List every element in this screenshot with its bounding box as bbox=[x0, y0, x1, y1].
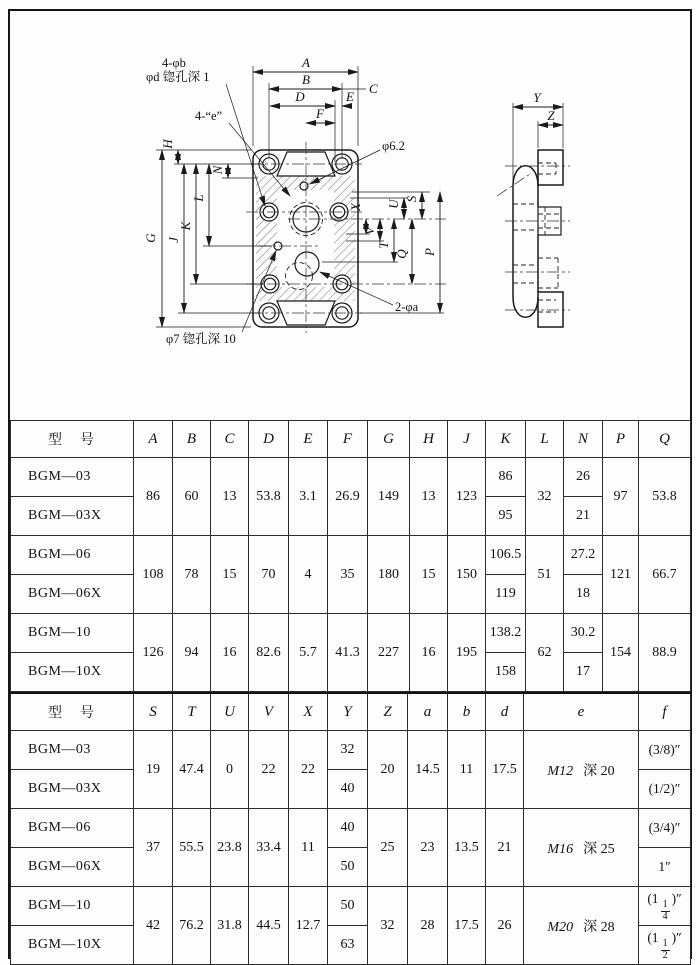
value-cell: 121 bbox=[603, 536, 639, 614]
model-cell: BGM—03X bbox=[11, 770, 134, 809]
value-cell: 1″ bbox=[639, 848, 691, 887]
value-cell: 42 bbox=[134, 887, 173, 965]
table-row bbox=[11, 731, 691, 770]
col-header-model: 型 号 bbox=[11, 421, 134, 458]
value-cell: 51 bbox=[526, 536, 564, 614]
model-cell: BGM—06 bbox=[11, 809, 134, 848]
value-cell: 23 bbox=[408, 809, 448, 887]
col-header: e bbox=[524, 693, 639, 731]
col-header: J bbox=[448, 421, 486, 458]
value-cell: 13 bbox=[211, 458, 249, 536]
value-cell: (3/8)″ bbox=[639, 731, 691, 770]
value-cell: 40 bbox=[328, 809, 368, 848]
value-cell: 15 bbox=[211, 536, 249, 614]
value-cell: 22 bbox=[249, 731, 289, 809]
col-header: Y bbox=[328, 693, 368, 731]
dim-label-H: H bbox=[160, 139, 175, 149]
callout-counterbore: φ7 锪孔深 10 bbox=[166, 332, 236, 346]
value-cell: 23.8 bbox=[211, 809, 249, 887]
dimension-table-1 bbox=[10, 420, 691, 692]
value-cell: 154 bbox=[603, 614, 639, 692]
col-header: b bbox=[448, 693, 486, 731]
value-cell: (3/4)″ bbox=[639, 809, 691, 848]
value-cell: 108 bbox=[134, 536, 173, 614]
dim-label-T: T bbox=[376, 241, 391, 249]
col-header: F bbox=[328, 421, 368, 458]
value-cell: 27.2 bbox=[564, 536, 603, 575]
table-row bbox=[11, 536, 691, 575]
thread-spec-cell: M12 深 20 bbox=[524, 731, 639, 809]
value-cell: 227 bbox=[368, 614, 410, 692]
dim-label-P: P bbox=[422, 248, 437, 256]
value-cell: 47.4 bbox=[173, 731, 211, 809]
value-cell: 95 bbox=[486, 497, 526, 536]
value-cell: 41.3 bbox=[328, 614, 368, 692]
value-cell: 94 bbox=[173, 614, 211, 692]
value-cell: 138.2 bbox=[486, 614, 526, 653]
page-frame bbox=[8, 9, 692, 959]
dim-label-A: A bbox=[302, 55, 310, 70]
thread-spec-cell: M16 深 25 bbox=[524, 809, 639, 887]
col-header: Z bbox=[368, 693, 408, 731]
value-cell: (1 $\frac{1}{2}$ )″ bbox=[639, 926, 691, 965]
col-header: P bbox=[603, 421, 639, 458]
dims-top bbox=[253, 55, 378, 162]
callout-ports: 2-φa bbox=[395, 300, 419, 314]
model-cell: BGM—10 bbox=[11, 887, 134, 926]
col-header: f bbox=[639, 693, 691, 731]
value-cell: 28 bbox=[408, 887, 448, 965]
value-cell: 106.5 bbox=[486, 536, 526, 575]
model-cell: BGM—10 bbox=[11, 614, 134, 653]
dim-label-X: X bbox=[348, 203, 363, 211]
callout-holes-line1: 4-φb bbox=[162, 56, 186, 70]
value-cell: (1/2)″ bbox=[639, 770, 691, 809]
model-cell: BGM—10X bbox=[11, 926, 134, 965]
value-cell: 32 bbox=[368, 887, 408, 965]
technical-drawing bbox=[10, 11, 690, 420]
col-header: B bbox=[173, 421, 211, 458]
model-cell: BGM—06 bbox=[11, 536, 134, 575]
dim-label-G: G bbox=[143, 233, 158, 243]
value-cell: 78 bbox=[173, 536, 211, 614]
value-cell: 18 bbox=[564, 575, 603, 614]
value-cell: 5.7 bbox=[289, 614, 328, 692]
col-header-model: 型 号 bbox=[11, 693, 134, 731]
value-cell: 31.8 bbox=[211, 887, 249, 965]
value-cell: 62 bbox=[526, 614, 564, 692]
dim-label-Y: Y bbox=[533, 90, 541, 105]
value-cell: 53.8 bbox=[249, 458, 289, 536]
col-header: A bbox=[134, 421, 173, 458]
value-cell: 70 bbox=[249, 536, 289, 614]
dim-label-F: F bbox=[316, 106, 324, 121]
callouts bbox=[146, 56, 419, 346]
col-header: E bbox=[289, 421, 328, 458]
col-header: d bbox=[486, 693, 524, 731]
value-cell: 26 bbox=[564, 458, 603, 497]
value-cell: 86 bbox=[486, 458, 526, 497]
value-cell: 26 bbox=[486, 887, 524, 965]
model-cell: BGM—03 bbox=[11, 731, 134, 770]
value-cell: 17 bbox=[564, 653, 603, 692]
value-cell: 16 bbox=[211, 614, 249, 692]
value-cell: 35 bbox=[328, 536, 368, 614]
value-cell: 19 bbox=[134, 731, 173, 809]
dim-label-C: C bbox=[369, 81, 378, 96]
value-cell: 32 bbox=[526, 458, 564, 536]
value-cell: 50 bbox=[328, 887, 368, 926]
value-cell: 16 bbox=[410, 614, 448, 692]
dim-label-S: S bbox=[404, 195, 419, 203]
callout-pin-hole: φ6.2 bbox=[382, 139, 405, 153]
value-cell: 149 bbox=[368, 458, 410, 536]
value-cell: (1 $\frac{1}{4}$ )″ bbox=[639, 887, 691, 926]
value-cell: 4 bbox=[289, 536, 328, 614]
value-cell: 20 bbox=[368, 731, 408, 809]
dim-label-K: K bbox=[178, 221, 193, 231]
table-row bbox=[11, 887, 691, 926]
col-header: H bbox=[410, 421, 448, 458]
value-cell: 14.5 bbox=[408, 731, 448, 809]
col-header: T bbox=[173, 693, 211, 731]
value-cell: 13.5 bbox=[448, 809, 486, 887]
value-cell: 63 bbox=[328, 926, 368, 965]
col-header: D bbox=[249, 421, 289, 458]
dim-label-D: D bbox=[295, 89, 305, 104]
value-cell: 30.2 bbox=[564, 614, 603, 653]
col-header: L bbox=[526, 421, 564, 458]
value-cell: 26.9 bbox=[328, 458, 368, 536]
dim-label-Z: Z bbox=[547, 108, 555, 123]
col-header: K bbox=[486, 421, 526, 458]
value-cell: 32 bbox=[328, 731, 368, 770]
value-cell: 66.7 bbox=[639, 536, 691, 614]
dim-label-U: U bbox=[386, 199, 401, 209]
value-cell: 119 bbox=[486, 575, 526, 614]
col-header: U bbox=[211, 693, 249, 731]
col-header: N bbox=[564, 421, 603, 458]
value-cell: 21 bbox=[486, 809, 524, 887]
value-cell: 82.6 bbox=[249, 614, 289, 692]
model-cell: BGM—03 bbox=[11, 458, 134, 497]
value-cell: 126 bbox=[134, 614, 173, 692]
value-cell: 17.5 bbox=[448, 887, 486, 965]
col-header: X bbox=[289, 693, 328, 731]
value-cell: 123 bbox=[448, 458, 486, 536]
value-cell: 44.5 bbox=[249, 887, 289, 965]
callout-thread: 4-“e” bbox=[195, 109, 223, 123]
col-header: Q bbox=[639, 421, 691, 458]
value-cell: 37 bbox=[134, 809, 173, 887]
dim-label-V: V bbox=[362, 227, 377, 235]
value-cell: 17.5 bbox=[486, 731, 524, 809]
side-view bbox=[497, 90, 570, 327]
table-row bbox=[11, 458, 691, 497]
dim-label-L: L bbox=[191, 194, 206, 202]
value-cell: 3.1 bbox=[289, 458, 328, 536]
value-cell: 11 bbox=[289, 809, 328, 887]
col-header: G bbox=[368, 421, 410, 458]
value-cell: 13 bbox=[410, 458, 448, 536]
model-cell: BGM—03X bbox=[11, 497, 134, 536]
value-cell: 150 bbox=[448, 536, 486, 614]
value-cell: 40 bbox=[328, 770, 368, 809]
value-cell: 158 bbox=[486, 653, 526, 692]
value-cell: 55.5 bbox=[173, 809, 211, 887]
dim-label-Q: Q bbox=[394, 249, 409, 259]
col-header: S bbox=[134, 693, 173, 731]
dim-label-N: N bbox=[210, 165, 225, 175]
dim-label-B: B bbox=[302, 72, 310, 87]
table1-header-row bbox=[11, 421, 691, 458]
value-cell: 25 bbox=[368, 809, 408, 887]
col-header: C bbox=[211, 421, 249, 458]
value-cell: 50 bbox=[328, 848, 368, 887]
value-cell: 21 bbox=[564, 497, 603, 536]
dim-label-J: J bbox=[166, 237, 181, 243]
value-cell: 60 bbox=[173, 458, 211, 536]
value-cell: 11 bbox=[448, 731, 486, 809]
value-cell: 15 bbox=[410, 536, 448, 614]
dimension-table-2 bbox=[10, 692, 691, 965]
table-row bbox=[11, 614, 691, 653]
table2-header-row bbox=[11, 693, 691, 731]
value-cell: 53.8 bbox=[639, 458, 691, 536]
thread-spec-cell: M20 深 28 bbox=[524, 887, 639, 965]
value-cell: 180 bbox=[368, 536, 410, 614]
col-header: a bbox=[408, 693, 448, 731]
table-row bbox=[11, 809, 691, 848]
value-cell: 0 bbox=[211, 731, 249, 809]
value-cell: 22 bbox=[289, 731, 328, 809]
col-header: V bbox=[249, 693, 289, 731]
value-cell: 12.7 bbox=[289, 887, 328, 965]
value-cell: 76.2 bbox=[173, 887, 211, 965]
value-cell: 195 bbox=[448, 614, 486, 692]
value-cell: 88.9 bbox=[639, 614, 691, 692]
value-cell: 86 bbox=[134, 458, 173, 536]
dim-label-E: E bbox=[346, 89, 354, 104]
model-cell: BGM—06X bbox=[11, 848, 134, 887]
callout-holes-line2: φd 锪孔深 1 bbox=[146, 70, 210, 84]
value-cell: 97 bbox=[603, 458, 639, 536]
value-cell: 33.4 bbox=[249, 809, 289, 887]
model-cell: BGM—06X bbox=[11, 575, 134, 614]
model-cell: BGM—10X bbox=[11, 653, 134, 692]
